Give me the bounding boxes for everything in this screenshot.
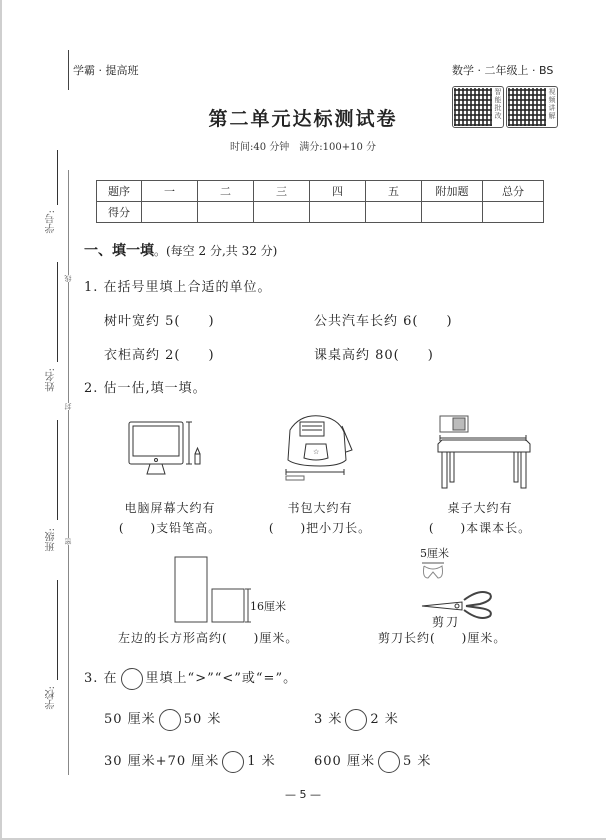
- compare-circle-icon: [121, 668, 143, 690]
- desk-textbook-icon: [436, 414, 534, 492]
- qr-label: 视频讲解: [548, 88, 556, 120]
- scissors-caption[interactable]: 剪刀长约( )厘米。: [378, 631, 507, 645]
- qr-label: 智能批改: [494, 88, 502, 120]
- rect-caption[interactable]: 左边的长方形高约( )厘米。: [118, 631, 299, 645]
- paper-clip-icon: [418, 560, 448, 582]
- q1-item[interactable]: 衣柜高约 2( ): [104, 348, 215, 363]
- compare-item: [314, 708, 399, 731]
- field-line: [57, 580, 58, 680]
- answer-circle[interactable]: [222, 751, 244, 773]
- score-cell[interactable]: [422, 202, 483, 223]
- table-header-cell: 附加题: [422, 181, 483, 202]
- field-line: [57, 262, 58, 362]
- q1-item[interactable]: 课桌高约 80( ): [314, 348, 434, 363]
- backpack-caption-2[interactable]: ( )把小刀长。: [268, 521, 372, 535]
- subject-label: 数学 · 二年级上 · BS: [452, 64, 554, 77]
- table-header-cell: 四: [310, 181, 366, 202]
- question-1-prompt: 1. 在括号里填上合适的单位。: [84, 280, 272, 295]
- field-line: [57, 150, 58, 205]
- monitor-caption-1: 电脑屏幕大约有: [124, 501, 216, 515]
- cut-mark: 线: [64, 275, 72, 282]
- question-3-prompt: [84, 667, 297, 690]
- header-divider: [68, 50, 69, 90]
- score-cell[interactable]: [483, 202, 544, 223]
- score-cell[interactable]: [254, 202, 310, 223]
- exam-info: 时间:40 分钟 满分:100+10 分: [229, 142, 376, 153]
- binding-line: [68, 170, 69, 775]
- table-header-cell: 一: [142, 181, 198, 202]
- field-school[interactable]: 学校:: [46, 686, 57, 710]
- compare-right: 5 米: [402, 754, 432, 769]
- cut-mark: 封: [64, 403, 72, 410]
- compare-right: 1 米: [247, 754, 276, 769]
- desk-caption-1: 桌子大约有: [447, 501, 513, 515]
- answer-circle[interactable]: [378, 751, 400, 773]
- q3-suffix: 里填上“>”“<”或“=”。: [145, 671, 298, 686]
- page-title: 第二单元达标测试卷: [208, 108, 398, 130]
- table-header-cell: 得分: [97, 202, 142, 223]
- answer-circle[interactable]: [159, 709, 181, 731]
- table-header-cell: 三: [254, 181, 310, 202]
- compare-right: 50 米: [183, 712, 222, 727]
- brand-label: 学霸 · 提高班: [73, 64, 139, 77]
- compare-left: 30 厘米+70 厘米: [104, 754, 220, 769]
- compare-item: [104, 708, 221, 731]
- table-header-cell: 五: [366, 181, 422, 202]
- clip-length-label: 5厘米: [420, 547, 449, 560]
- backpack-caption-1: 书包大约有: [287, 501, 353, 515]
- rectangles-figure: [172, 555, 252, 625]
- table-header-cell: 二: [198, 181, 254, 202]
- section-note: 。(每空 2 分,共 32 分): [154, 244, 278, 258]
- question-2-prompt: 2. 估一估,填一填。: [84, 381, 207, 396]
- monitor-caption-2[interactable]: ( )支铅笔高。: [118, 521, 222, 535]
- desk-caption-2[interactable]: ( )本课本长。: [428, 521, 532, 535]
- field-name[interactable]: 姓名:: [46, 368, 57, 392]
- scissors-label: 剪刀: [432, 615, 461, 629]
- compare-item: [314, 750, 431, 773]
- score-cell[interactable]: [142, 202, 198, 223]
- monitor-pencil-icon: [125, 418, 205, 484]
- answer-circle[interactable]: [345, 709, 367, 731]
- field-student-id[interactable]: 学号:: [46, 210, 57, 234]
- table-row: [97, 181, 544, 202]
- score-cell[interactable]: [198, 202, 254, 223]
- score-table: [96, 180, 544, 223]
- section-title: 一、填一填: [84, 243, 154, 259]
- section-heading: [84, 240, 277, 260]
- table-row: [97, 202, 544, 223]
- svg-text:☆: ☆: [313, 448, 320, 456]
- q1-item[interactable]: 树叶宽约 5( ): [104, 314, 215, 329]
- cut-mark: 密: [64, 538, 72, 545]
- score-cell[interactable]: [310, 202, 366, 223]
- compare-left: 600 厘米: [314, 754, 375, 769]
- field-class[interactable]: 班级:: [46, 528, 57, 552]
- q3-prefix: 3. 在: [84, 671, 118, 686]
- compare-left: 50 厘米: [104, 712, 156, 727]
- compare-left: 3 米: [314, 712, 343, 727]
- score-cell[interactable]: [366, 202, 422, 223]
- backpack-icon: [280, 410, 356, 482]
- compare-item: [104, 750, 276, 773]
- q1-item[interactable]: 公共汽车长约 6( ): [314, 314, 453, 329]
- page-number: — 5 —: [285, 788, 321, 801]
- table-header-cell: 总分: [483, 181, 544, 202]
- compare-right: 2 米: [370, 712, 399, 727]
- rect-height-label: 16厘米: [250, 600, 286, 613]
- table-header-cell: 题序: [97, 181, 142, 202]
- field-line: [57, 420, 58, 520]
